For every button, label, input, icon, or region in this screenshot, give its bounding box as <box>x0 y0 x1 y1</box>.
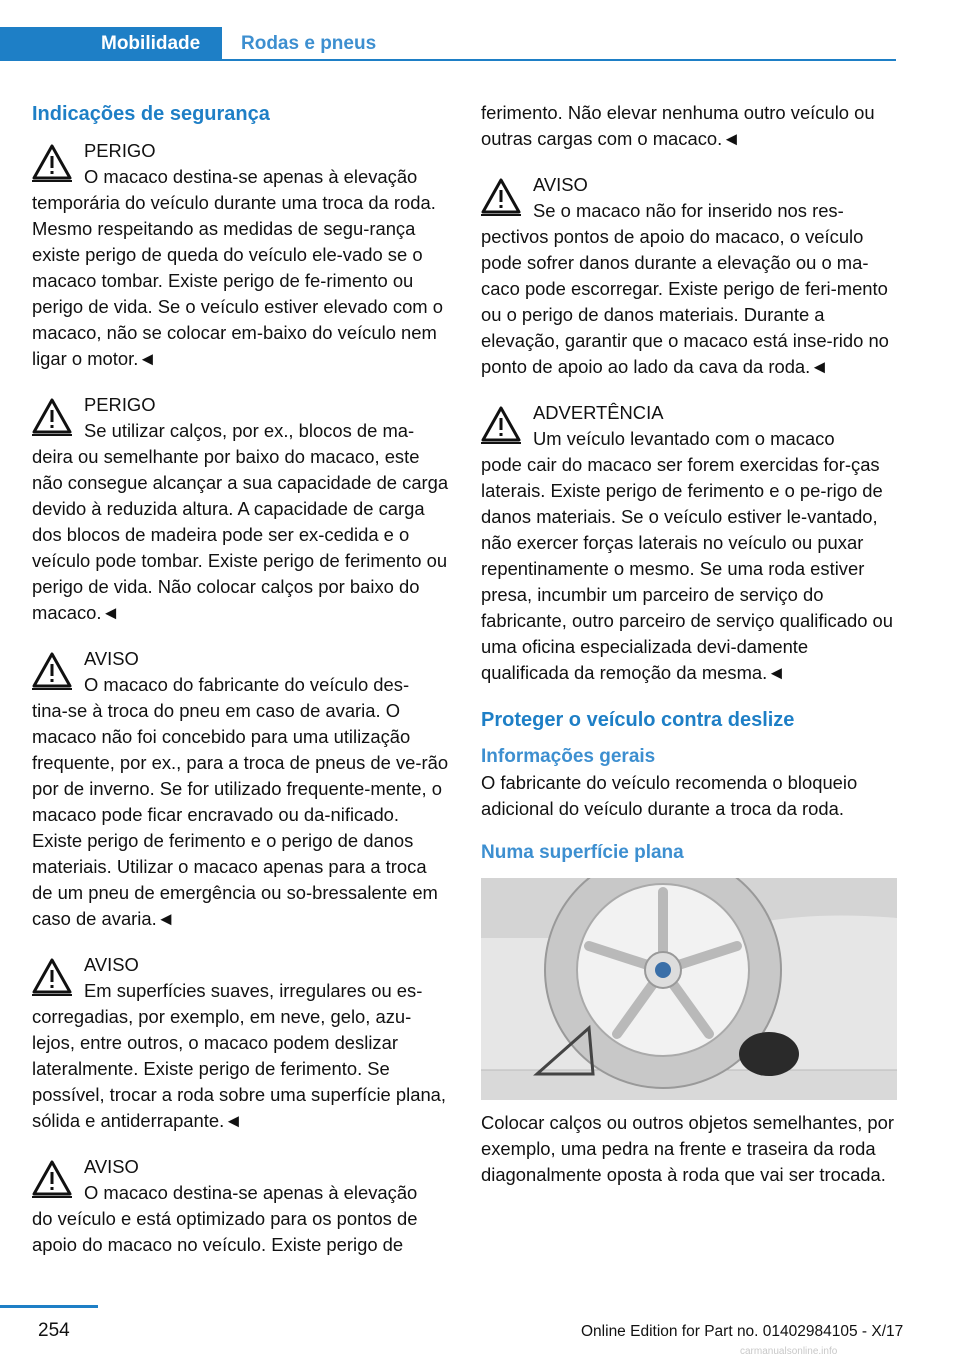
warning-text-first-line: O macaco do fabricante do veículo des- <box>84 674 410 695</box>
general-info-text: O fabricante do veículo recomenda o bloqueio adicional do veículo durante a troca da roda. <box>481 772 858 819</box>
warning-triangle-icon <box>481 406 521 444</box>
chapter-tabbar <box>0 27 896 61</box>
left-column <box>32 100 450 1278</box>
warning-text-first-line: Em superfícies suaves, irregulares ou es- <box>84 980 423 1001</box>
watermark: carmanualsonline.info <box>740 1346 838 1357</box>
warning-text: do veículo e está optimizado para os pontos de apoio do macaco no veículo. Existe perigo de <box>32 1208 418 1255</box>
warning-text-first-line: O macaco destina-se apenas à elevação <box>84 166 418 187</box>
tab-rodas-e-pneus[interactable]: Rodas e pneus <box>241 33 377 54</box>
warning-block <box>32 392 450 626</box>
warning-triangle-icon <box>32 652 72 690</box>
warning-text-first-line: O macaco destina-se apenas à elevação <box>84 1182 418 1203</box>
safety-heading: Indicações de segurança <box>32 103 270 125</box>
warning-text-first-line: Se utilizar calços, por ex., blocos de ma- <box>84 420 415 441</box>
warning-block <box>481 172 897 380</box>
warning-triangle-icon <box>32 958 72 996</box>
subheading-general-info: Informações gerais <box>481 746 656 767</box>
page-number: 254 <box>38 1320 70 1341</box>
warning-triangle-icon <box>32 144 72 182</box>
online-edition-note: Online Edition for Part no. 01402984105 - X/17 <box>581 1323 904 1340</box>
warning-block <box>32 1154 450 1258</box>
tab-mobilidade[interactable]: Mobilidade <box>0 27 222 61</box>
warning-text: pectivos pontos de apoio do macaco, o veículo pode sofrer danos durante a elevação ou o ma-caco pode escorregar. Existe perigo de feri-mento ou o perigo de danos materiais. Durante a elevação, garantir que o macaco está inse-rido no ponto de apoio ao lado da cava da roda.◄ <box>481 226 889 377</box>
warning-level: PERIGO <box>84 140 156 161</box>
right-column <box>481 100 897 1188</box>
warning-level: PERIGO <box>84 394 156 415</box>
warning-level: AVISO <box>533 174 588 195</box>
warning-text: corregadias, por exemplo, em neve, gelo, azu-lejos, entre outros, o macaco podem deslizar lateralmente. Existe perigo de ferimento. Se possível, trocar a roda sobre uma superfície plana, sólida e antiderrapante.◄ <box>32 1006 447 1131</box>
warning-block <box>481 400 897 686</box>
warning-block <box>32 138 450 372</box>
warning-text: tina-se à troca do pneu em caso de avaria. O macaco não foi concebido para uma utilização frequente, por ex., para a troca de pneus de ve-rão por de inverno. Se for utilizado frequente-mente, o macaco pode ficar encravado ou da-nificado. Existe perigo de ferimento e o perigo de danos materiais. Utilizar o macaco apenas para a troca de um pneu de emergência ou so-bressalente em caso de avaria.◄ <box>32 700 449 929</box>
warning-triangle-icon <box>32 1160 72 1198</box>
warning-text: temporária do veículo durante uma troca da roda. Mesmo respeitando as medidas de segu-rança existe perigo de queda do veículo ele-vado se o macaco tombar. Existe perigo de fe-rimento ou perigo de vida. Se o veículo estiver elevado com o macaco, não se colocar em-baixo do veículo nem ligar o motor.◄ <box>32 192 443 369</box>
warning-level: AVISO <box>84 648 139 669</box>
wheel-chock-illustration <box>481 878 897 1100</box>
header-rule <box>222 59 896 61</box>
continued-text: ferimento. Não elevar nenhuma outro veículo ou outras cargas com o macaco.◄ <box>481 102 875 149</box>
warning-text-first-line: Se o macaco não for inserido nos res- <box>533 200 844 221</box>
warning-level: AVISO <box>84 1156 139 1177</box>
footer-rule <box>0 1305 98 1308</box>
warning-level: AVISO <box>84 954 139 975</box>
warning-triangle-icon <box>32 398 72 436</box>
warning-triangle-icon <box>481 178 521 216</box>
warning-level: ADVERTÊNCIA <box>533 402 664 423</box>
warning-block <box>32 952 450 1134</box>
warning-text-first-line: Um veículo levantado com o macaco <box>533 428 835 449</box>
section-heading: Proteger o veículo contra deslize <box>481 709 795 731</box>
warning-text: deira ou semelhante por baixo do macaco, este não consegue alcançar a sua capacidade de carga devido à reduzida altura. A capacidade de carga dos blocos de madeira pode ser ex-cedida e o veículo pode tombar. Existe perigo de ferimento ou perigo de vida. Não colocar calços por baixo do macaco.◄ <box>32 446 449 623</box>
figure-caption: Colocar calços ou outros objetos semelhantes, por exemplo, uma pedra na frente e traseira da roda diagonalmente oposta à roda que vai ser trocada. <box>481 1112 894 1185</box>
subheading-flat-surface: Numa superfície plana <box>481 842 684 863</box>
warning-text: pode cair do macaco ser forem exercidas for-ças laterais. Existe perigo de ferimento e o pe-rigo de danos materiais. Se o veículo estiver le-vantado, não exercer forças laterais no veículo ou puxar repentinamente o mesmo. Se uma roda estiver presa, incumbir um parceiro de serviço do fabricante, outro parceiro de serviço qualificado ou uma oficina especializada devi-damente qualificada da remoção da mesma.◄ <box>481 454 893 683</box>
warning-block <box>32 646 450 932</box>
